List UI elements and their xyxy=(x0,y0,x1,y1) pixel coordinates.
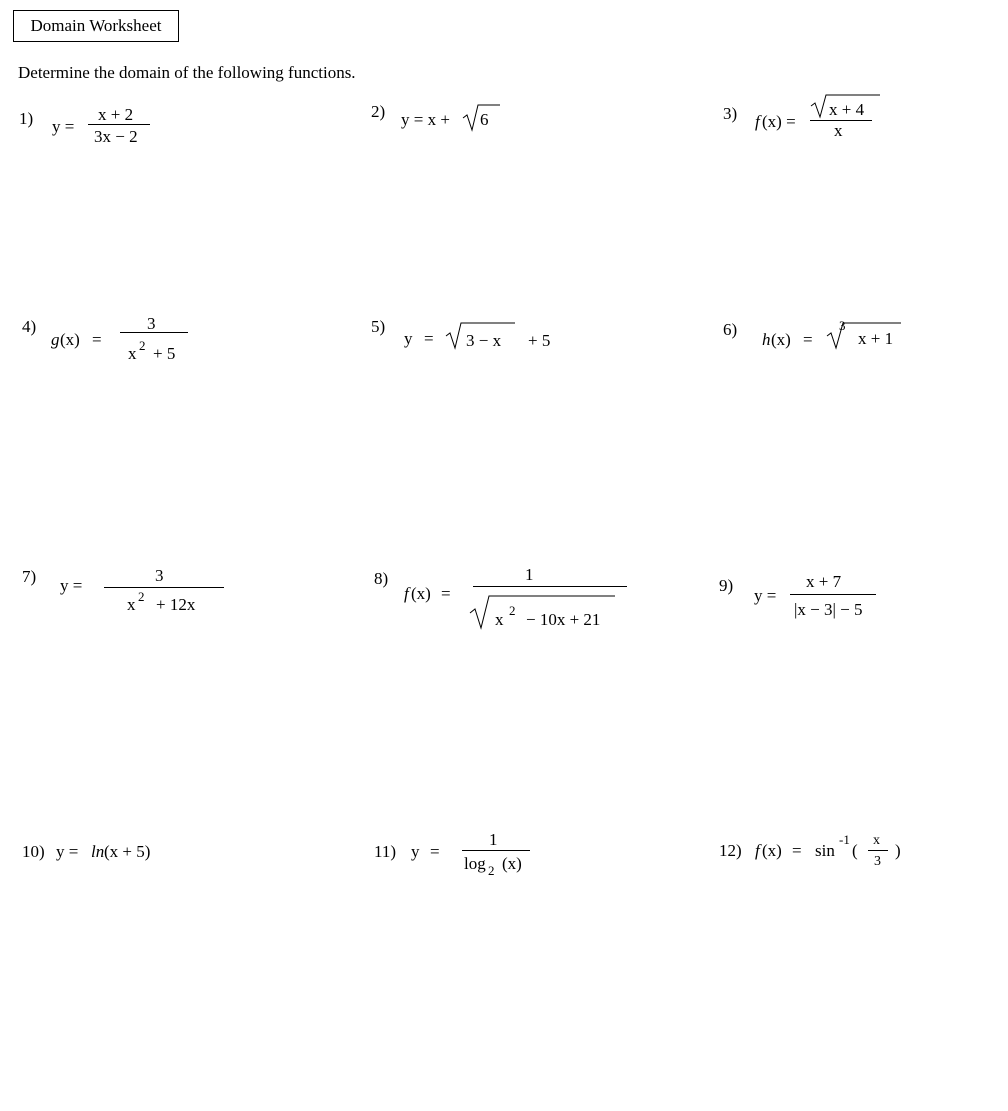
fraction-numerator: x xyxy=(873,833,880,848)
denominator: |x − 3| − 5 xyxy=(794,600,863,619)
close-paren: ) xyxy=(895,841,901,860)
problem-number: 5) xyxy=(371,317,386,336)
function-name: f xyxy=(404,584,409,603)
problem-number: 10) xyxy=(22,842,45,861)
trig-exponent: -1 xyxy=(839,832,850,847)
numerator: 3 xyxy=(147,314,156,333)
problem-number: 1) xyxy=(19,109,34,128)
log-base: 2 xyxy=(488,863,495,878)
lhs: y = xyxy=(754,586,777,605)
lhs: y xyxy=(411,842,420,861)
fraction-bar xyxy=(790,594,876,595)
instructions: Determine the domain of the following functions. xyxy=(18,63,356,82)
radicand: 6 xyxy=(480,110,489,129)
fraction-bar xyxy=(868,850,888,851)
function-name: ln xyxy=(91,842,105,861)
function-args: (x) xyxy=(60,330,80,349)
rest: + 5 xyxy=(528,331,551,350)
numerator: x + 2 xyxy=(98,105,134,124)
equals: = xyxy=(803,330,813,349)
numerator: x + 7 xyxy=(806,572,842,591)
denominator-exponent: 2 xyxy=(138,589,145,604)
lhs: y = xyxy=(60,576,83,595)
problem-number: 9) xyxy=(719,576,734,595)
problem-number: 6) xyxy=(723,320,738,339)
denominator-base: x xyxy=(127,595,136,614)
fraction-denominator: 3 xyxy=(874,854,881,869)
denominator: 3x − 2 xyxy=(94,127,138,146)
problem-number: 12) xyxy=(719,841,742,860)
problem-number: 2) xyxy=(371,102,386,121)
trig-function: sin xyxy=(815,841,835,860)
function-args: (x) = xyxy=(762,112,796,131)
worksheet-title: Domain Worksheet xyxy=(13,10,179,42)
fraction-bar xyxy=(473,586,627,587)
problem-number: 7) xyxy=(22,567,37,586)
function-args: (x) xyxy=(771,330,791,349)
denominator-base: x xyxy=(128,344,137,363)
log-argument: (x) xyxy=(502,854,522,873)
fraction-bar xyxy=(88,124,150,125)
radicand-rest: − 10x + 21 xyxy=(526,610,601,629)
denominator: x xyxy=(834,121,843,140)
equals: = xyxy=(441,584,451,603)
function-args: (x) xyxy=(762,841,782,860)
equals: = xyxy=(92,330,102,349)
function-args: (x + 5) xyxy=(104,842,151,861)
radicand: x + 1 xyxy=(858,329,894,348)
lhs: y = xyxy=(52,117,75,136)
function-name: f xyxy=(755,112,760,131)
equals: = xyxy=(424,329,434,348)
numerator: 3 xyxy=(155,566,164,585)
function-name: f xyxy=(755,841,760,860)
radicand: 3 − x xyxy=(466,331,502,350)
fraction-bar xyxy=(120,332,188,333)
problem-number: 4) xyxy=(22,317,37,336)
denominator-exponent: 2 xyxy=(139,338,146,353)
fraction-bar xyxy=(462,850,530,851)
problem-number: 3) xyxy=(723,104,738,123)
function-name: h xyxy=(762,330,771,349)
numerator: 1 xyxy=(489,830,498,849)
numerator: 1 xyxy=(525,565,534,584)
problem-number: 8) xyxy=(374,569,389,588)
function-name: g xyxy=(51,330,60,349)
expression: y = x + xyxy=(401,110,450,129)
lhs: y xyxy=(404,329,413,348)
equals: = xyxy=(792,841,802,860)
function-args: (x) xyxy=(411,584,431,603)
radicand-base: x xyxy=(495,610,504,629)
problem-number: 11) xyxy=(374,842,397,861)
open-paren: ( xyxy=(852,841,858,860)
lhs: y = xyxy=(56,842,79,861)
denominator-rest: + 5 xyxy=(153,344,176,363)
equals: = xyxy=(430,842,440,861)
fraction-bar xyxy=(104,587,224,588)
log-function: log xyxy=(464,854,486,873)
radicand: x + 4 xyxy=(829,100,865,119)
radicand-exponent: 2 xyxy=(509,603,516,618)
denominator-rest: + 12x xyxy=(156,595,196,614)
radical-index: 3 xyxy=(839,318,846,333)
